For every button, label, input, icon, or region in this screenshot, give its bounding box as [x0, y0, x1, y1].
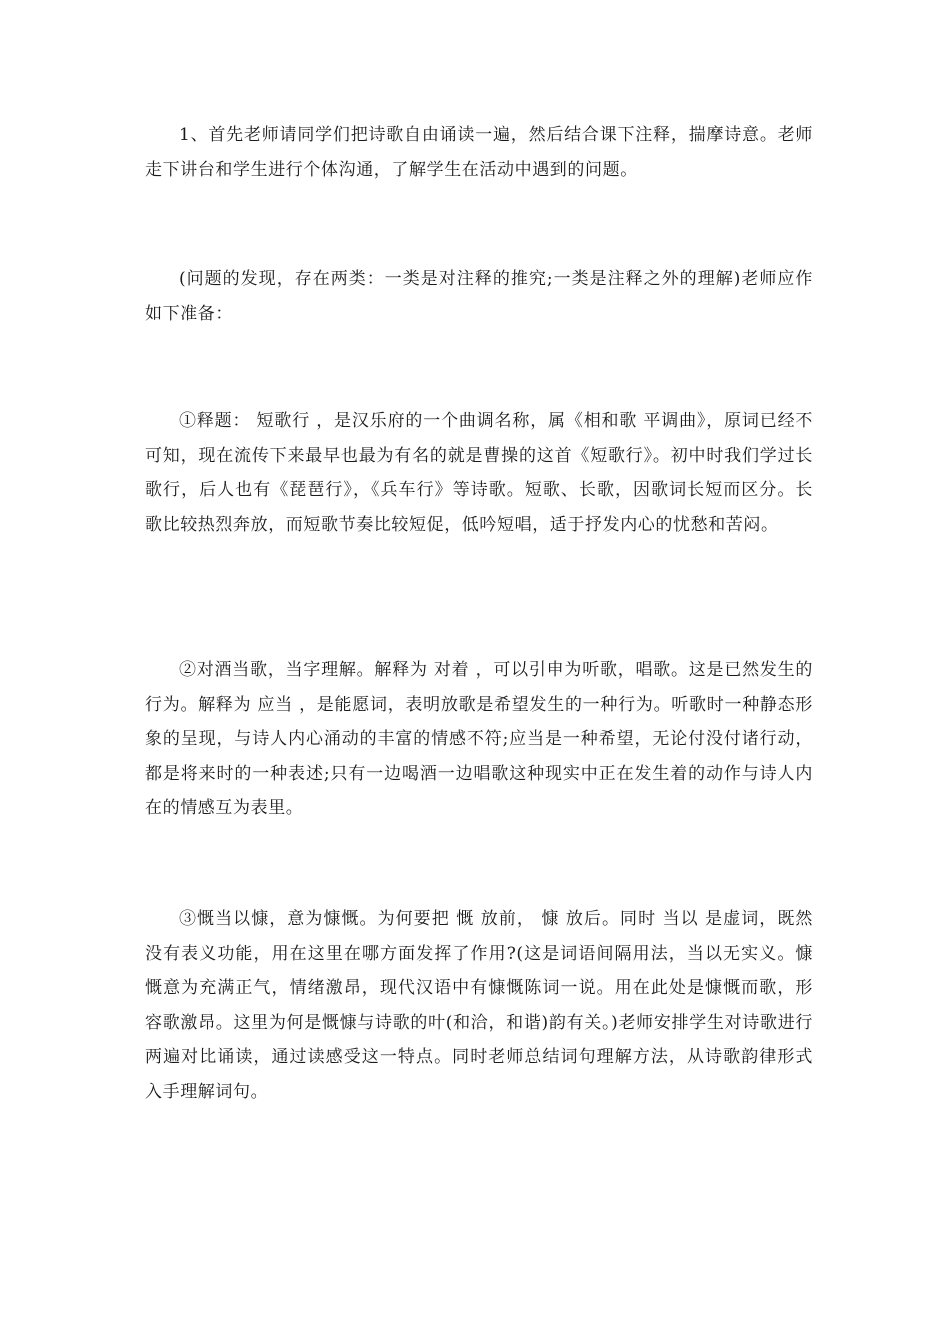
- paragraph-problem-types: (问题的发现，存在两类：一类是对注释的推究;一类是注释之外的理解)老师应作如下准备：: [145, 269, 813, 324]
- paragraph-title-explanation: ①释题： 短歌行 ，是汉乐府的一个曲调名称，属《相和歌 平调曲》，原词已经不可知，现在流传下来最早也最为有名的就是曹操的这首《短歌行》。初中时我们学过长歌行，后人也有《琵琶行》，《兵车行》等诗歌。短歌、长歌，因歌词长短而区分。长歌比较热烈奔放，而短歌节奏比较短促，低吟短唱，适于抒发内心的忧愁和苦闷。: [145, 411, 813, 535]
- paragraph-dang-meaning: ②对酒当歌，当字理解。解释为 对着 ，可以引申为听歌，唱歌。这是已然发生的行为。解释为 应当 ，是能愿词，表明放歌是希望发生的一种行为。听歌时一种静态形象的呈现，与诗人内心涌动的丰富的情感不符;应当是一种希望，无论付没付诸行动，都是将来时的一种表述;只有一边喝酒一边唱歌这种现实中正在发生着的动作与诗人内在的情感互为表里。: [145, 660, 813, 818]
- paragraph-kaidangyikang: ③慨当以慷，意为慷慨。为何要把 慨 放前， 慷 放后。同时 当以 是虚词，既然没有表义功能，用在这里在哪方面发挥了作用?(这是词语间隔用法，当以无实义。慷慨意为充满正气，情绪激昂，现代汉语中有慷慨陈词一说。用在此处是慷慨而歌，形容歌激昂。这里为何是慨慷与诗歌的叶(和洽，和谐)韵有关。)老师安排学生对诗歌进行两遍对比诵读，通过读感受这一特点。同时老师总结词句理解方法，从诗歌韵律形式入手理解词句。: [145, 909, 813, 1102]
- paragraph-reading-instructions: 1、首先老师请同学们把诗歌自由诵读一遍，然后结合课下注释，揣摩诗意。老师走下讲台和学生进行个体沟通，了解学生在活动中遇到的问题。: [145, 125, 813, 180]
